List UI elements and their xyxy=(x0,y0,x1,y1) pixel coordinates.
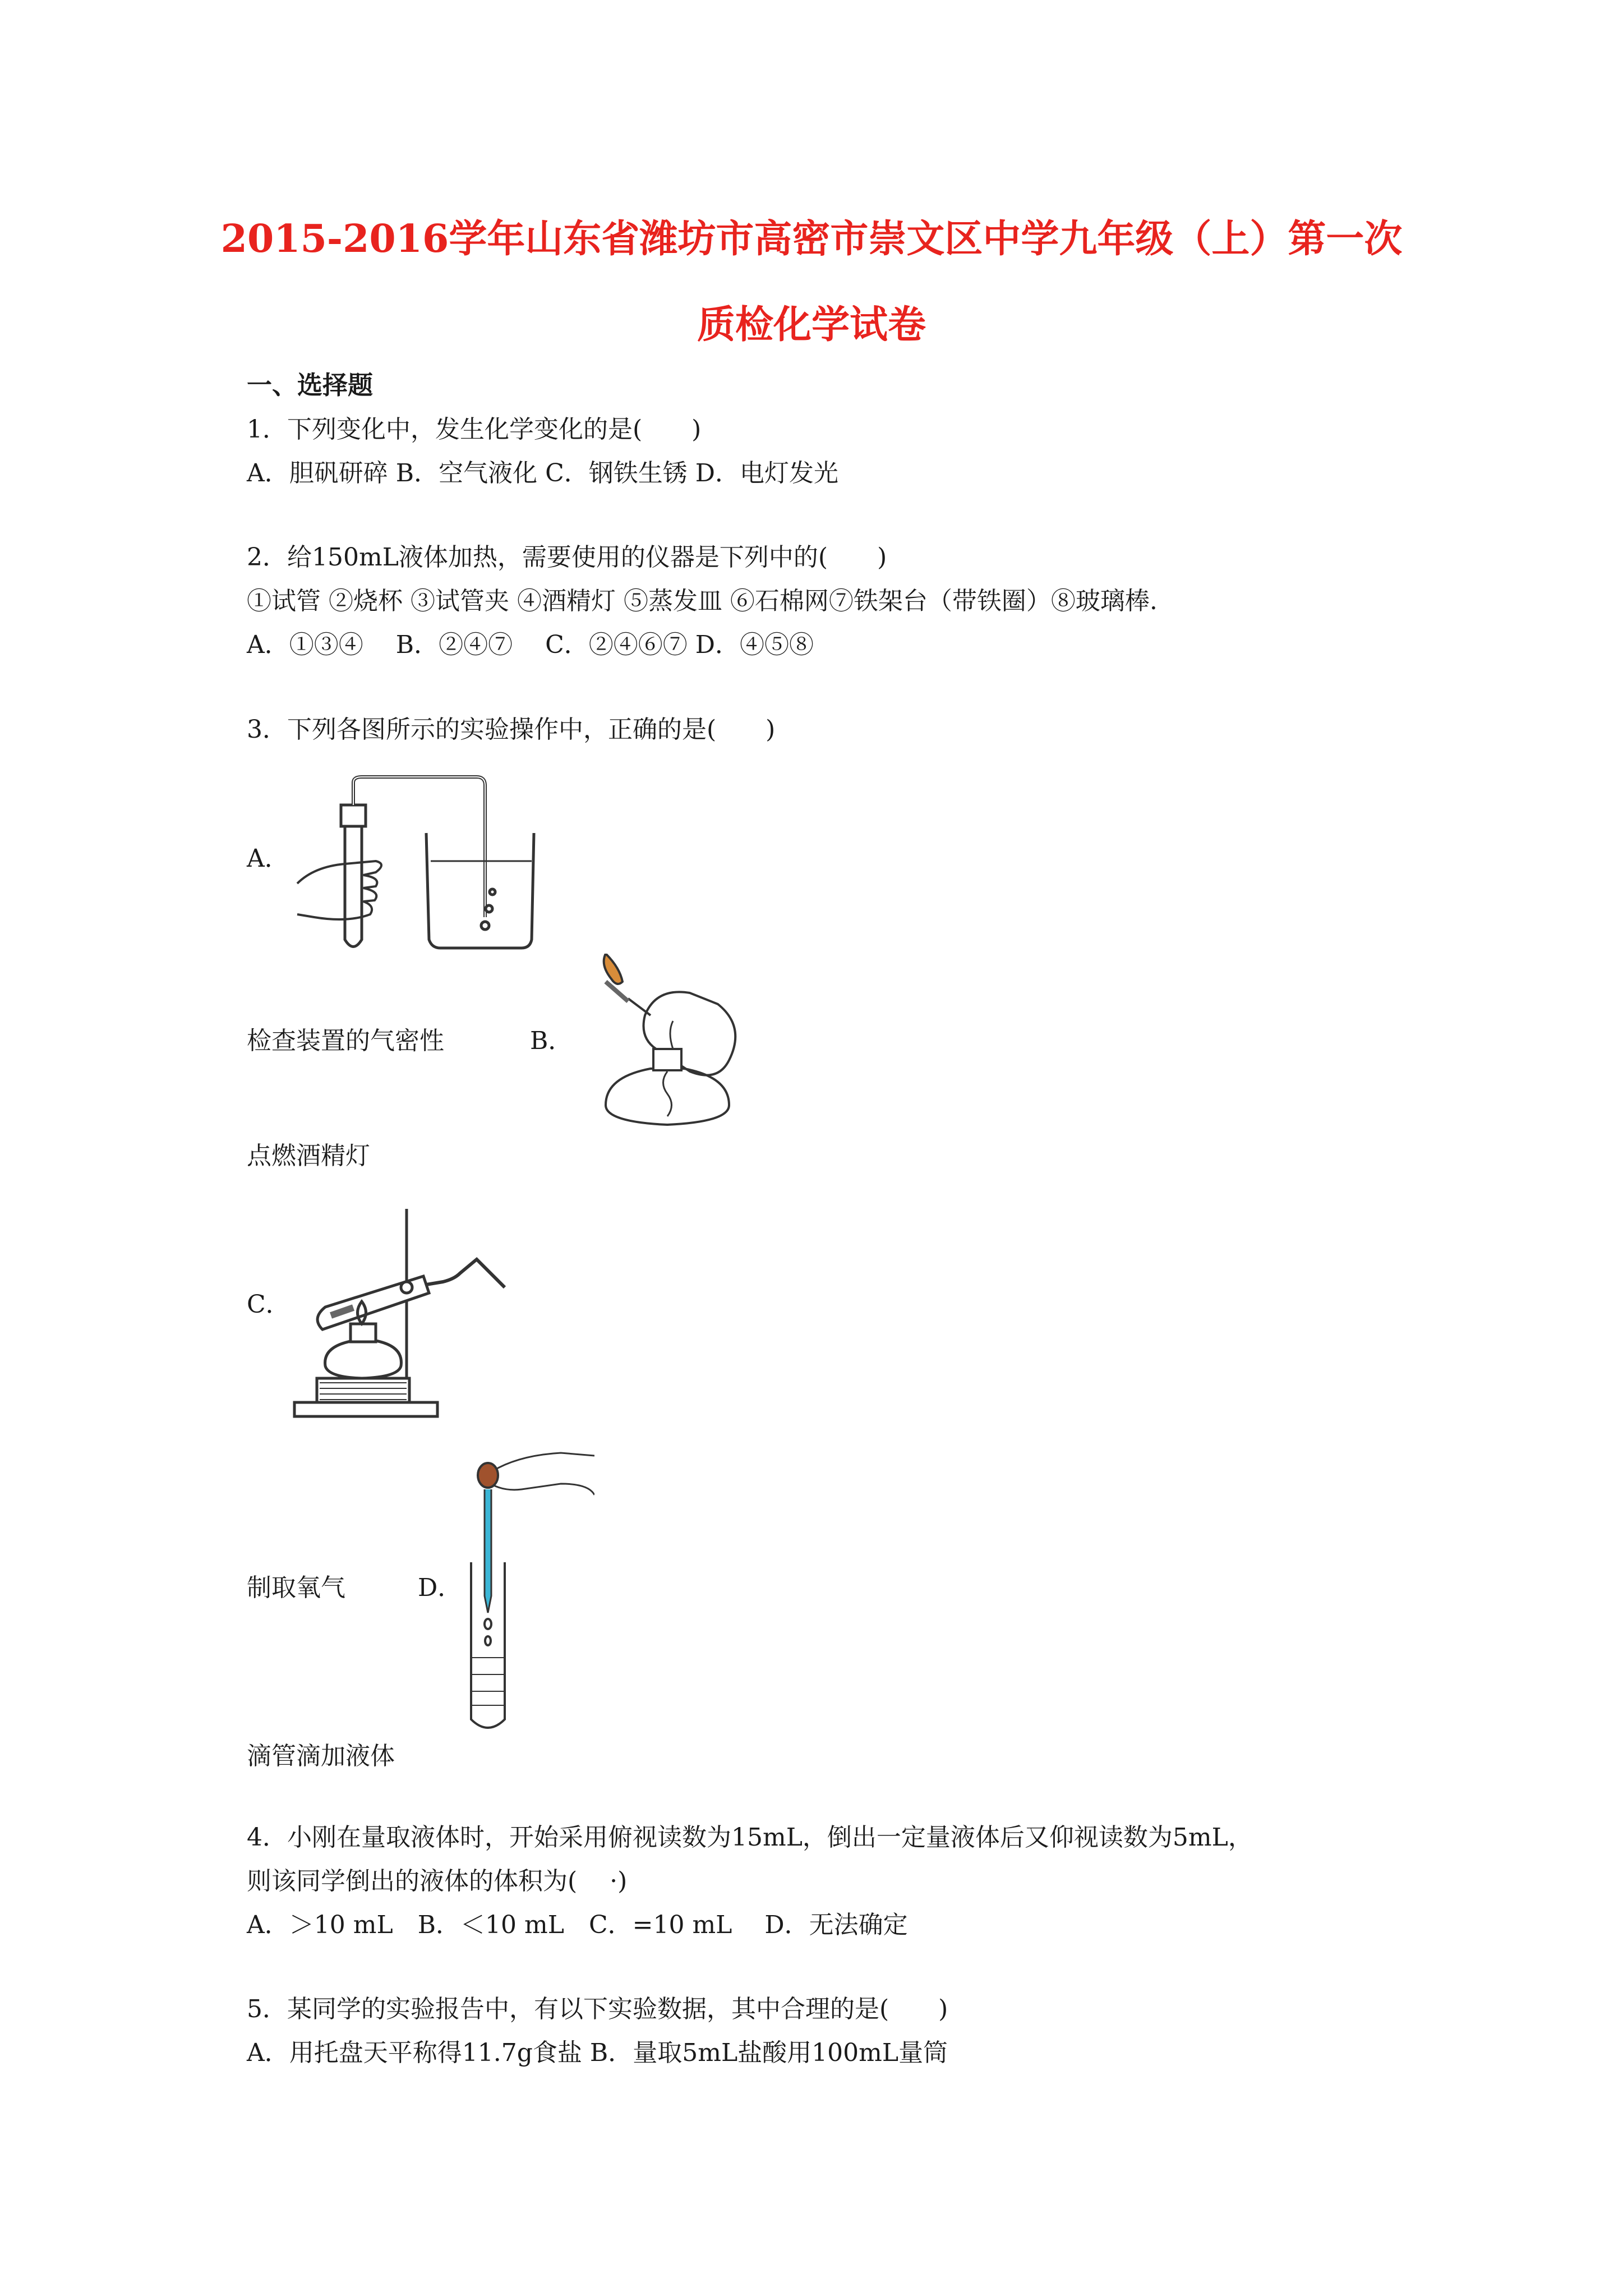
q3-option-a-label: A． xyxy=(247,844,289,873)
q2-items: ①试管 ②烧杯 ③试管夹 ④酒精灯 ⑤蒸发皿 ⑥石棉网⑦铁架台（带铁圈）⑧玻璃棒. xyxy=(247,587,1158,615)
q5-stem: 5．某同学的实验报告中，有以下实验数据，其中合理的是( ) xyxy=(247,1995,948,2023)
q3-option-d-label: D． xyxy=(418,1573,463,1602)
q1-options: A．胆矾研碎 B．空气液化 C．钢铁生锈 D．电灯发光 xyxy=(247,459,839,487)
q3-stem: 3．下列各图所示的实验操作中，正确的是( ) xyxy=(247,715,776,744)
q3-option-b-caption: 点燃酒精灯 xyxy=(247,1142,370,1170)
q1-stem: 1．下列变化中，发生化学变化的是( ) xyxy=(247,415,702,444)
q2-stem: 2．给150mL液体加热，需要使用的仪器是下列中的( ) xyxy=(247,543,887,572)
q4-stem-line-2: 则该同学倒出的液体的体积为( ·) xyxy=(247,1867,628,1895)
figure-airtightness-check xyxy=(292,771,561,956)
exam-title-line-1: 2015-2016学年山东省潍坊市高密市崇文区中学九年级（上）第一次 xyxy=(220,217,1403,261)
q3-option-a-caption: 检查装置的气密性 xyxy=(247,1027,444,1055)
q3-option-d-caption: 滴管滴加液体 xyxy=(247,1742,395,1770)
exam-title-line-2: 质检化学试卷 xyxy=(697,302,926,347)
q3-option-c-label: C． xyxy=(247,1290,291,1319)
figure-oxygen-preparation xyxy=(292,1198,516,1422)
section-heading-choice: 一、选择题 xyxy=(247,370,374,400)
q5-options: A．用托盘天平称得11.7g食盐 B．量取5mL盐酸用100mL量筒 xyxy=(247,2039,948,2067)
q2-options: A．①③④ B．②④⑦ C．②④⑥⑦ D．④⑤⑧ xyxy=(247,631,814,659)
q3-option-b-label: B． xyxy=(530,1027,573,1055)
figure-lighting-alcohol-lamp xyxy=(589,954,757,1133)
q3-option-c-caption: 制取氧气 xyxy=(247,1573,345,1602)
q4-stem-line-1: 4．小刚在量取液体时，开始采用俯视读数为15mL，倒出一定量液体后又仰视读数为5mL， xyxy=(247,1823,1253,1852)
q4-options: A．＞10 mL B．＜10 mL C．=10 mL D．无法确定 xyxy=(247,1911,908,1939)
figure-dropper-adding-liquid xyxy=(460,1444,594,1736)
